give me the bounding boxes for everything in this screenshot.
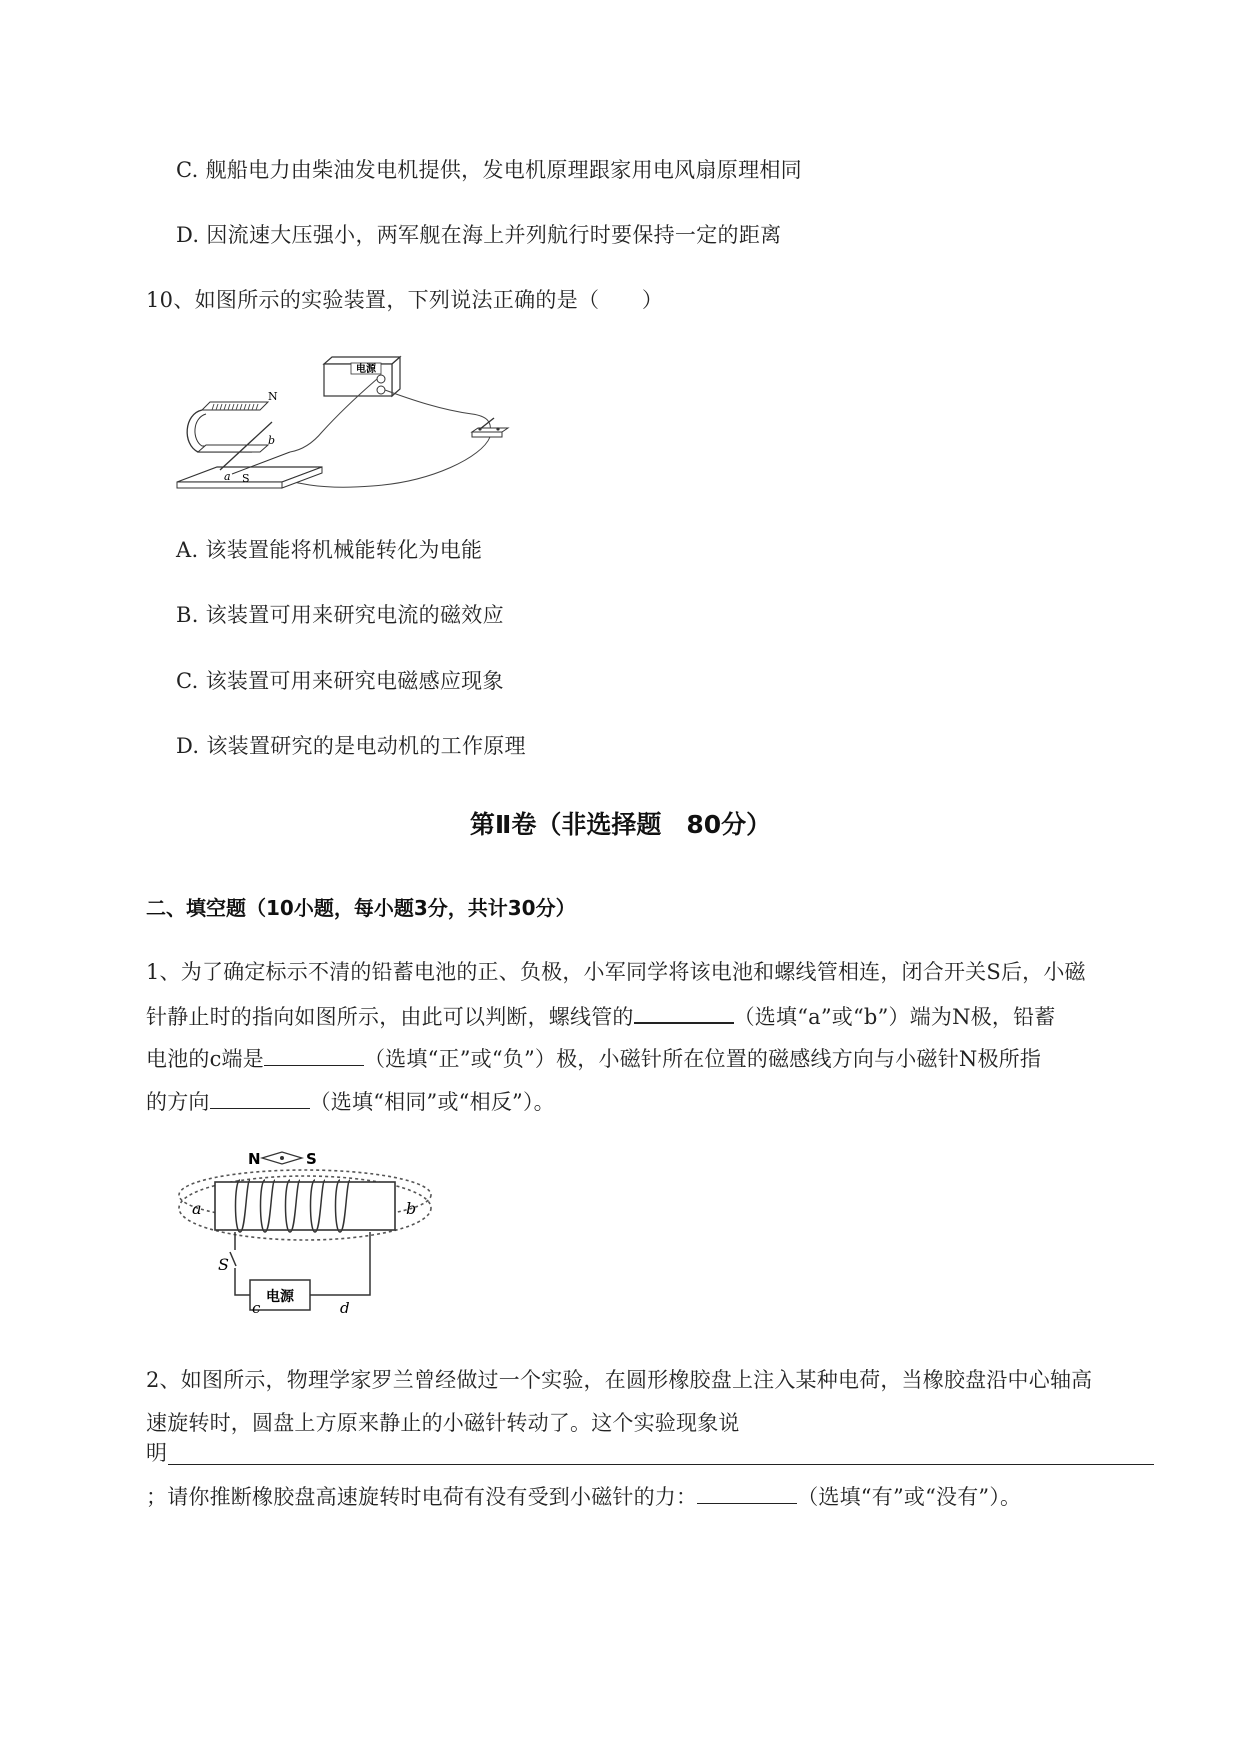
q10-option-a: A. 该装置能将机械能转化为电能 bbox=[176, 538, 483, 562]
fill1-blank-2[interactable] bbox=[264, 1043, 364, 1066]
q10-stem: 10、如图所示的实验装置，下列说法正确的是（ ） bbox=[146, 288, 664, 312]
switch-label-s: S bbox=[218, 1255, 229, 1274]
terminal-d-label: d bbox=[340, 1299, 350, 1315]
fill1-line2-text-a: 针静止时的指向如图所示，由此可以判断，螺线管的 bbox=[146, 1005, 634, 1029]
terminal-c-label: c bbox=[252, 1299, 261, 1315]
power-label: 电源 bbox=[356, 364, 376, 375]
part2-title: 第Ⅱ卷（非选择题 80分） bbox=[469, 810, 772, 839]
fill1-blank-3[interactable] bbox=[210, 1086, 310, 1109]
fill1-line3-text-b: （选填“正”或“负”）极，小磁针所在位置的磁感线方向与小磁针N极所指 bbox=[363, 1047, 1042, 1071]
fill2-line2: 速旋转时，圆盘上方原来静止的小磁针转动了。这个实验现象说 bbox=[146, 1411, 740, 1435]
needle-pole-n: N bbox=[248, 1150, 261, 1168]
q10-experiment-figure bbox=[172, 352, 532, 492]
q10-option-c: C. 该装置可用来研究电磁感应现象 bbox=[176, 669, 504, 693]
fill2-line1: 2、如图所示，物理学家罗兰曾经做过一个实验，在圆形橡胶盘上注入某种电荷，当橡胶盘沿中心轴高 bbox=[146, 1368, 1093, 1392]
power-supply-box bbox=[324, 357, 400, 396]
q9-option-d: D. 因流速大压强小，两军舰在海上并列航行时要保持一定的距离 bbox=[176, 223, 782, 247]
needle-pole-s: S bbox=[306, 1150, 317, 1168]
fill2-line4-text-a: ；请你推断橡胶盘高速旋转时电荷有没有受到小磁针的力： bbox=[146, 1485, 698, 1509]
compass-needle-icon bbox=[248, 1150, 317, 1168]
fill1-solenoid-figure bbox=[170, 1140, 440, 1315]
fill2-line3: 明 bbox=[146, 1441, 168, 1465]
pole-n-label: N bbox=[268, 390, 278, 403]
switch-icon bbox=[230, 1252, 236, 1266]
fill1-line4 bbox=[146, 1086, 1154, 1117]
fill1-line2-text-b: （选填“a”或“b”）端为N极，铅蓄 bbox=[733, 1005, 1056, 1029]
pole-s-label: S bbox=[242, 472, 250, 485]
fill2-blank-2[interactable] bbox=[697, 1481, 797, 1504]
fill2-line4-text-b: （选填“有”或“没有”）。 bbox=[797, 1485, 1022, 1509]
rod-label-a: a bbox=[224, 470, 231, 483]
fill1-line3-text-a: 电池的c端是 bbox=[146, 1047, 264, 1071]
fill1-line4-text-b: （选填“相同”或“相反”）。 bbox=[309, 1090, 555, 1114]
fill1-blank-1[interactable] bbox=[634, 1000, 734, 1024]
fill-section-heading: 二、填空题（10小题，每小题3分，共计30分） bbox=[146, 896, 576, 920]
fill1-line1: 1、为了确定标示不清的铅蓄电池的正、负极，小军同学将该电池和螺线管相连，闭合开关S后，小磁 bbox=[146, 960, 1086, 984]
q10-option-b: B. 该装置可用来研究电流的磁效应 bbox=[176, 603, 504, 627]
fill2-blank-1[interactable] bbox=[168, 1463, 1154, 1465]
fill1-line4-text-a: 的方向 bbox=[146, 1090, 210, 1114]
power-label: 电源 bbox=[266, 1289, 294, 1305]
q9-option-c: C. 舰船电力由柴油发电机提供，发电机原理跟家用电风扇原理相同 bbox=[176, 158, 802, 182]
solenoid-end-b: b bbox=[406, 1199, 417, 1218]
rod-label-b: b bbox=[268, 434, 276, 447]
fill1-line2 bbox=[146, 1000, 1154, 1032]
fill2-line4 bbox=[146, 1481, 1154, 1512]
fill1-line3 bbox=[146, 1043, 1154, 1074]
q10-option-d: D. 该装置研究的是电动机的工作原理 bbox=[176, 734, 526, 758]
switch-icon bbox=[472, 418, 508, 437]
solenoid-end-a: a bbox=[192, 1199, 202, 1218]
